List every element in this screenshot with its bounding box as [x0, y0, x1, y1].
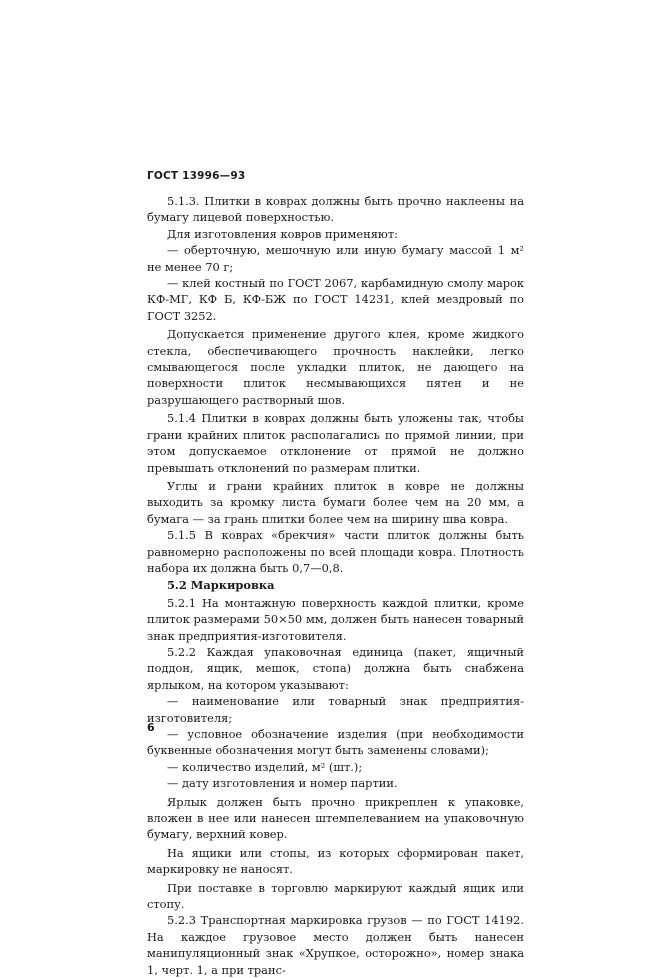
page-header: ГОСТ 13996—93 [147, 170, 246, 182]
paragraph-materials-intro: Для изготовления ковров применяют: [167, 226, 398, 241]
list-item-glue: — клей костный по ГОСТ 2067, карбамидную смолу марок КФ-МГ, КФ Б, КФ-БЖ по ГОСТ 14231, клей мездровый по ГОСТ 3252. [147, 276, 524, 323]
list-item-paper: — оберточную, мешочную или иную бумагу массой 1 м² не менее 70 г; [147, 243, 524, 274]
list-item-name: — наименование или товарный знак предприятия-изготовителя; [147, 694, 524, 725]
paragraph-5-1-4: 5.1.4 Плитки в коврах должны быть уложены так, чтобы грани крайних плиток располагались по прямой линии, при этом допускаемое отклонение от прямой не должно превышать отклонений по размерам плитки. [147, 411, 524, 475]
paragraph-boxes: На ящики или стопы, из которых сформирован пакет, маркировку не наносят. [147, 845, 524, 877]
page-body [147, 193, 524, 978]
paragraph-5-1-5: 5.1.5 В коврах «брекчия» части плиток должны быть равномерно расположены по всей площади ковра. Плотность набора их должна быть 0,7—0,8. [147, 528, 524, 575]
paragraph-5-2-2: 5.2.2 Каждая упаковочная единица (пакет, ящичный поддон, ящик, мешок, стопа) должна быть снабжена ярлыком, на котором указывают: [147, 644, 524, 692]
paragraph-corners: Углы и грани крайних плиток в ковре не должны выходить за кромку листа бумаги более чем на 20 мм, а бумага — за грань плитки более чем на ширину шва ковра. [147, 478, 524, 526]
list-item-designation: — условное обозначение изделия (при необходимости буквенные обозначения могут быть заменены словами); [147, 727, 524, 758]
paragraph-label: Ярлык должен быть прочно прикреплен к упаковке, вложен в нее или нанесен штемпелеванием на упаковочную бумагу, верхний ковер. [147, 794, 524, 842]
paragraph-5-1-3: 5.1.3. Плитки в коврах должны быть прочно наклеены на бумагу лицевой поверхностью. [147, 194, 524, 225]
list-item-quantity: — количество изделий, м² (шт.); [167, 759, 363, 774]
section-title-marking: 5.2 Маркировка [167, 578, 275, 593]
paragraph-other-glue: Допускается применение другого клея, кроме жидкого стекла, обеспечивающего прочность наклейки, легко смывающегося после укладки плиток, не дающего на поверхности плиток несмывающихся пятен и не разрушающего растворный шов. [147, 327, 524, 407]
paragraph-5-2-1: 5.2.1 На монтажную поверхность каждой плитки, кроме плиток размерами 50×50 мм, должен быть нанесен товарный знак предприятия-изготовителя. [147, 595, 524, 643]
list-item-date: — дату изготовления и номер партии. [167, 776, 398, 791]
paragraph-5-2-3: 5.2.3 Транспортная маркировка грузов — по ГОСТ 14192. На каждое грузовое место должен быть нанесен манипуляционный знак «Хрупкое, осторожно», номер знака 1, черт. 1, а при транс- [147, 913, 524, 977]
paragraph-retail: При поставке в торговлю маркируют каждый ящик или стопу. [147, 880, 524, 912]
page-number: 6 [147, 721, 155, 734]
